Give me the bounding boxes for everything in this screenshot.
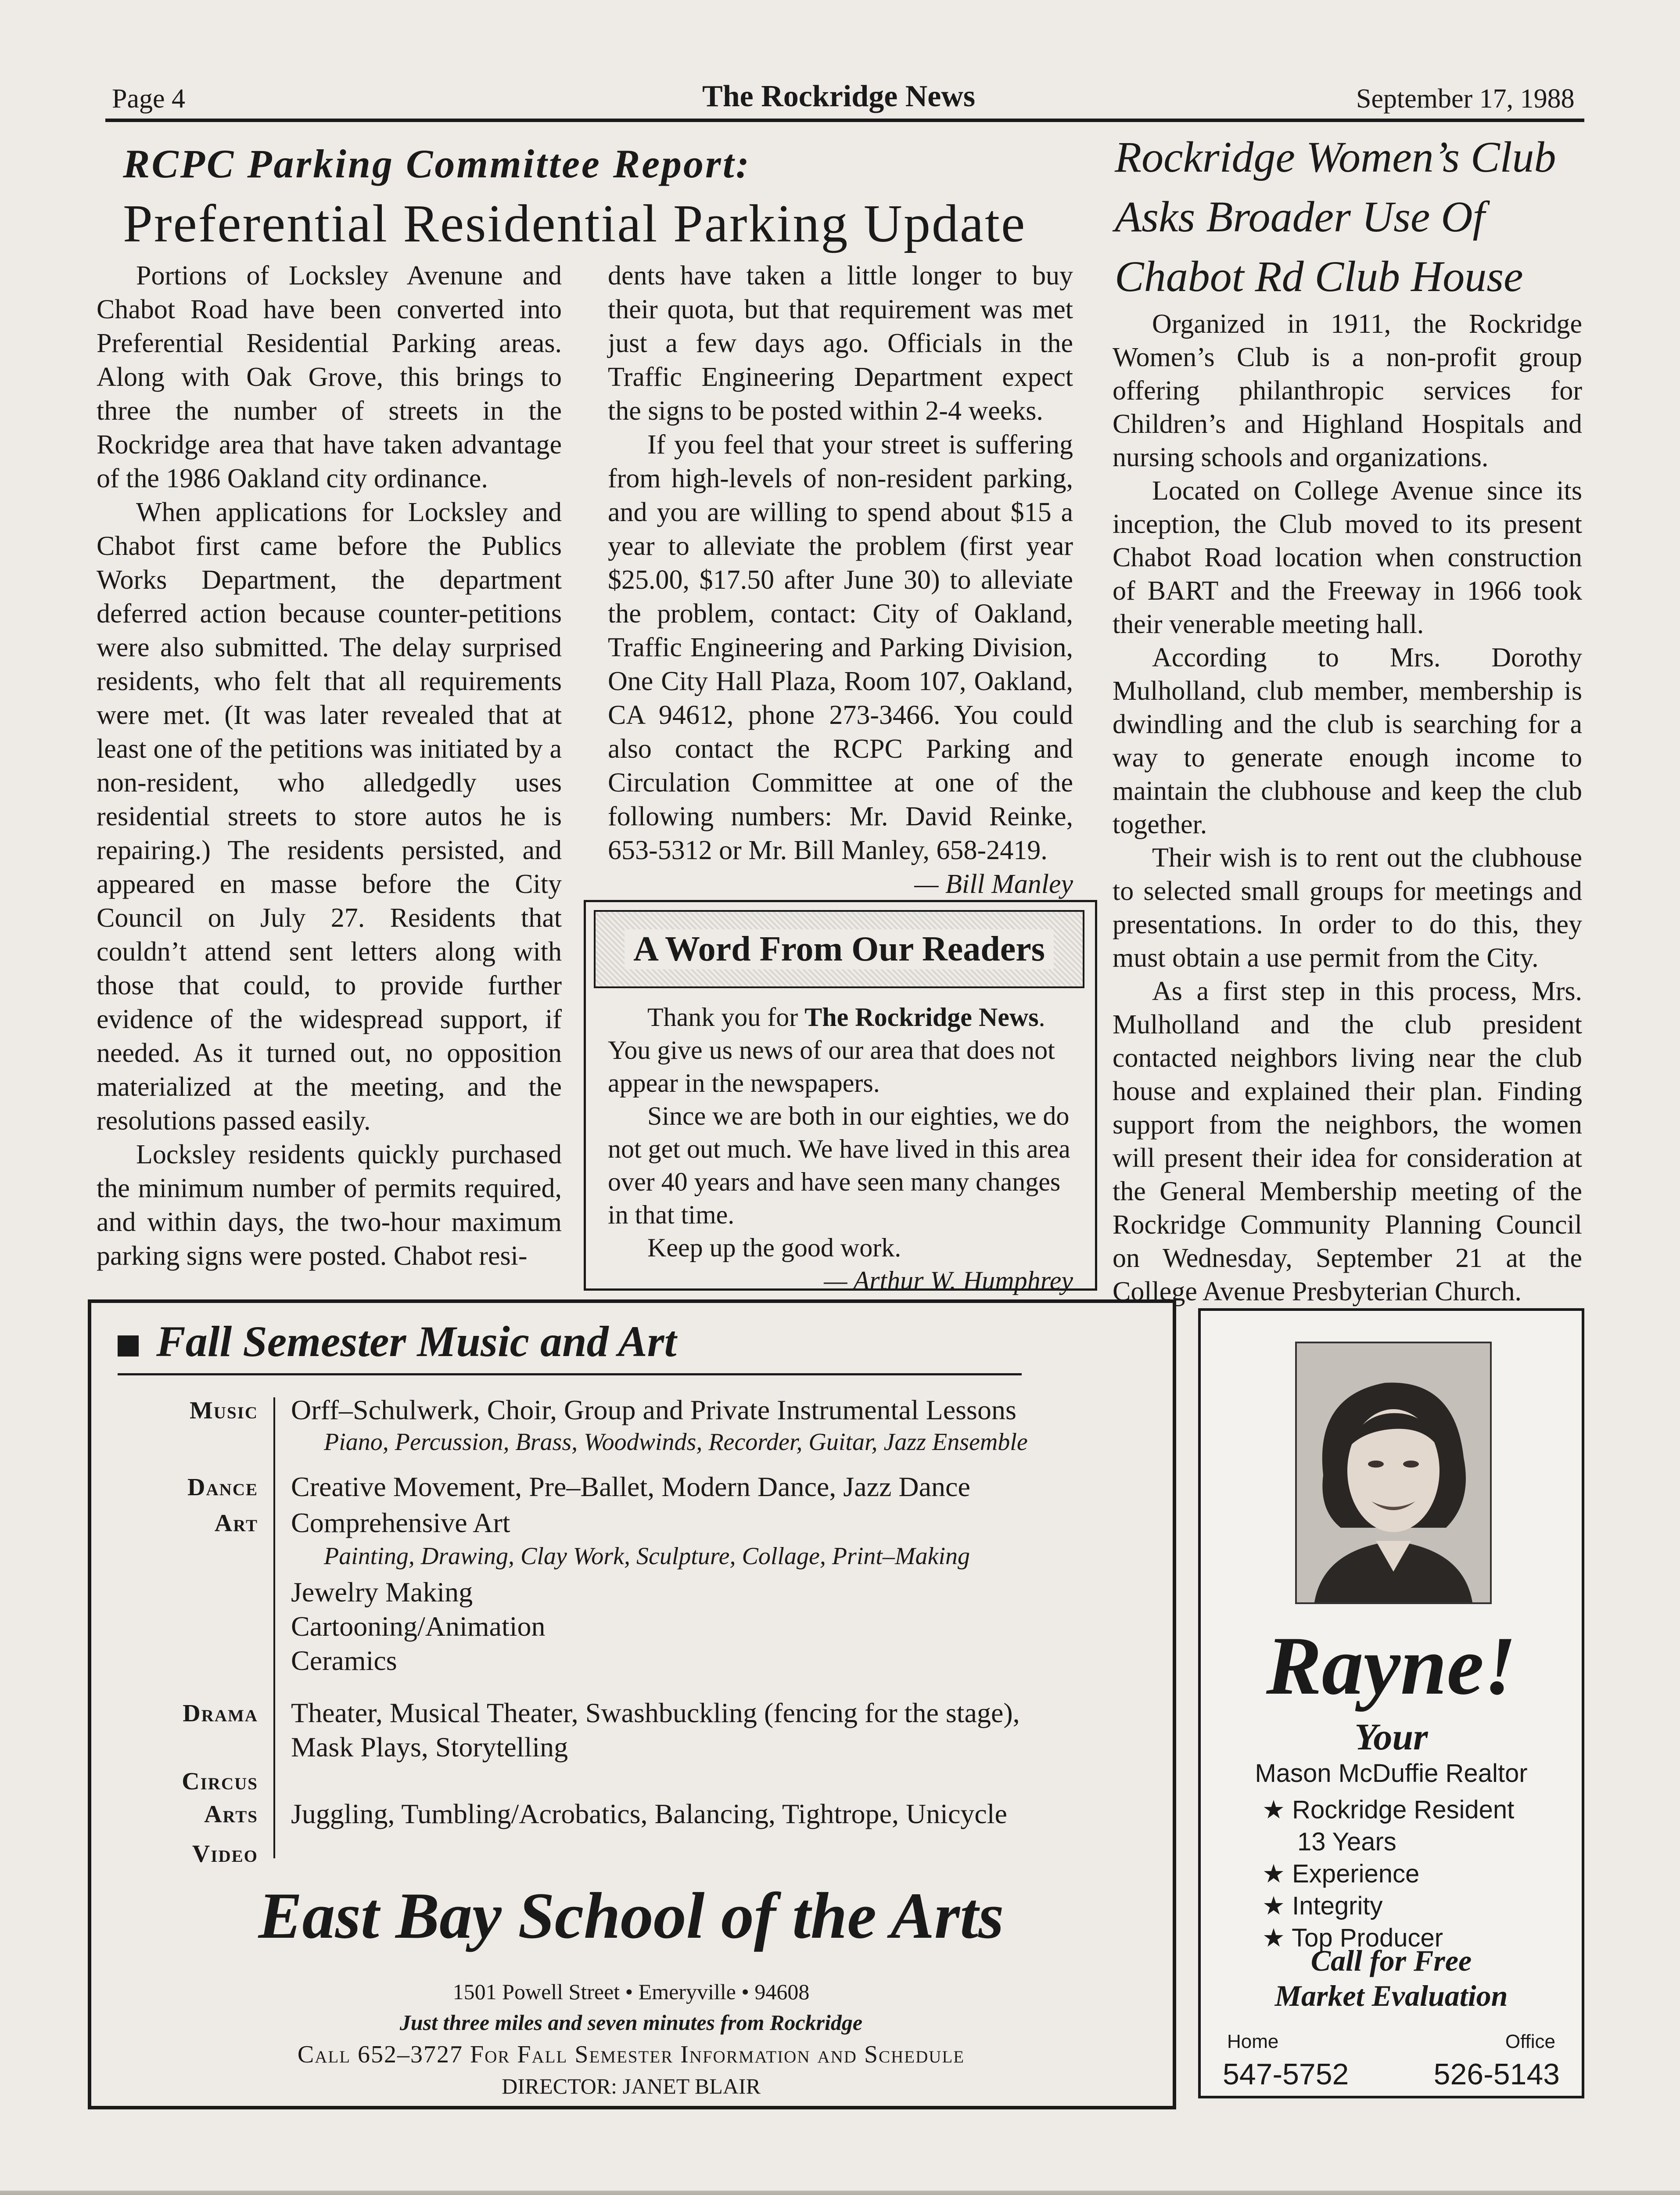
ad-title-rule (118, 1373, 1022, 1375)
square-bullet-icon (118, 1335, 139, 1357)
school-call: Call 652–3727 For Fall Semester Information and Schedule (297, 2041, 965, 2068)
label-dance: Dance (187, 1474, 258, 1501)
circus-courses: Juggling, Tumbling/Acrobatics, Balancing, Tightrope, Unicycle (291, 1798, 1007, 1829)
label-music: Music (189, 1397, 258, 1424)
ad-column-rule (273, 1397, 275, 1858)
qualification-item: ★ Experience (1262, 1860, 1420, 1888)
star-icon: ★ (1262, 1924, 1292, 1952)
art-item: Jewelry Making (291, 1576, 473, 1608)
parking-headline: Preferential Residential Parking Update (123, 194, 1027, 253)
womens-club-column (1113, 307, 1582, 1308)
letter-paper-name: The Rockridge News (804, 1003, 1039, 1032)
school-director: DIRECTOR: JANET BLAIR (502, 2074, 761, 2098)
letter-text: Thank you for (647, 1003, 805, 1032)
parking-column-1 (97, 259, 562, 1273)
realtor-portrait-photo (1295, 1342, 1492, 1604)
qualification-item: 13 Years (1297, 1828, 1396, 1856)
issue-date: September 17, 1988 (1356, 84, 1575, 114)
music-instruments: Piano, Percussion, Brass, Woodwinds, Recorder, Guitar, Jazz Ensemble (324, 1429, 1028, 1456)
parking-paragraph: If you feel that your street is suffering from high-levels of non-resident parking, and you are willing to spend about $15 a year to alleviate the problem (first year $25.00, $17.50 after June 30) to alleviate the problem, contact: City of Oakland, Traffic Engineering and Parking Division, One City Hall Plaza, Room 107, Oakland, CA 94612, phone 273-3466. You could also contact the RCPC Parking and Circulation Committee at one of the following numbers: Mr. David Reinke, 653-5312 or Mr. Bill Manley, 658-2419. (608, 430, 1073, 865)
parking-kicker: RCPC Parking Committee Report: (123, 141, 751, 186)
realtor-name: Rayne! (1266, 1620, 1516, 1712)
office-phone-label: Office (1505, 2031, 1555, 2052)
realtor-company: Mason McDuffie Realtor (1255, 1759, 1528, 1788)
readers-title: A Word From Our Readers (625, 929, 1054, 969)
club-paragraph: As a first step in this process, Mrs. Mulholland and the club president contacted neighbors living near the club house and explained their plan. Finding support from the neighbors, the women will present their idea for consideration at the General Membership meeting of the Rockridge Community Planning Council on Wednesday, September 21 at the College Avenue Presbyterian Church. (1113, 976, 1582, 1306)
drama-courses: Theater, Musical Theater, Swashbuckling (fencing for the stage), (291, 1697, 1020, 1728)
office-phone: 526-5143 (1433, 2058, 1560, 2091)
school-address: 1501 Powell Street • Emeryville • 94608 (452, 1979, 810, 2004)
club-paragraph: According to Mrs. Dorothy Mulholland, club member, membership is dwindling and the club is searching for a way to generate enough income to maintain the clubhouse and keep the club together. (1113, 643, 1582, 839)
club-paragraph: Organized in 1911, the Rockridge Women’s Club is a non-profit group offering philanthropic services for Children’s and Highland Hospitals and nursing schools and organizations. (1113, 309, 1582, 472)
letter-text: . You give us news of our area that does not appear in the newspapers. (608, 1003, 1055, 1098)
drama-courses-2: Mask Plays, Storytelling (291, 1731, 568, 1763)
qualification-item: ★ Integrity (1262, 1892, 1383, 1920)
club-paragraph: Located on College Avenue since its inception, the Club moved to its present Chabot Road location when construction of BART and the Freeway in 1966 took their venerable meeting hall. (1113, 476, 1582, 639)
newspaper-name: The Rockridge News (702, 79, 976, 113)
school-name: East Bay School of the Arts (258, 1879, 1004, 1952)
portrait-illustration (1297, 1343, 1490, 1602)
music-courses: Orff–Schulwerk, Choir, Group and Private Instrumental Lessons (291, 1394, 1016, 1425)
parking-column-2 (608, 259, 1073, 901)
parking-paragraph: Locksley residents quickly purchased the minimum number of permits required, and within days, the two-hour maximum parking signs were posted. Chabot resi- (97, 1140, 562, 1271)
label-arts: Arts (204, 1801, 258, 1828)
readers-box (584, 900, 1097, 1295)
ad-title (118, 1316, 676, 1367)
home-phone: 547-5752 (1223, 2058, 1349, 2091)
page-number: Page 4 (112, 84, 186, 114)
letter-signature: — Arthur W. Humphrey (824, 1266, 1073, 1295)
star-icon: ★ (1262, 1860, 1292, 1888)
womens-club-headline: Rockridge Women’s Club Asks Broader Use Of Chabot Rd Club House (1115, 133, 1556, 301)
art-item: Ceramics (291, 1645, 397, 1676)
qualification-item: ★ Top Producer (1262, 1924, 1443, 1952)
readers-letter (608, 1001, 1073, 1297)
school-tagline: Just three miles and seven minutes from Rockridge (399, 2010, 863, 2035)
callout-line-1: Call for Free (1310, 1944, 1472, 1977)
ad-title-text: Fall Semester Music and Art (156, 1317, 677, 1366)
letter-paragraph: Keep up the good work. (647, 1233, 901, 1262)
dance-courses: Creative Movement, Pre–Ballet, Modern Dance, Jazz Dance (291, 1471, 970, 1502)
qualification-item: ★ Rockridge Resident (1262, 1796, 1515, 1824)
art-media: Painting, Drawing, Clay Work, Sculpture, Collage, Print–Making (324, 1543, 970, 1570)
realtor-advertisement (1198, 1308, 1584, 2098)
art-courses: Comprehensive Art (291, 1507, 510, 1538)
realtor-your: Your (1354, 1716, 1428, 1758)
parking-paragraph: When applications for Locksley and Chabot first came before the Publics Works Department, the department deferred action because counter-petitions were also submitted. The delay surprised residents, who felt that all requirements were met. (It was later revealed that at least one of the petitions was initiated by a non-resident, who alledgedly uses residential streets to store autos he is repairing.) The residents persisted, and appeared en masse before the City Council on July 27. Residents that couldn’t attend sent letters along with those that could, to provide further evidence of the widespread support, if needed. As it turned out, no opposition materialized at the meeting, and the resolutions passed easily. (97, 497, 562, 1136)
header-rule (105, 119, 1584, 122)
callout-line-2: Market Evaluation (1274, 1979, 1508, 2012)
star-icon: ★ (1262, 1892, 1292, 1920)
readers-title-banner (594, 910, 1084, 988)
letter-paragraph: Since we are both in our eighties, we do not get out much. We have lived in this area over 40 years and have seen many changes in that time. (608, 1101, 1070, 1229)
parking-signature: — Bill Manley (914, 869, 1073, 899)
realtor-callout (1201, 1943, 1582, 2013)
page-bottom-edge (0, 2191, 1680, 2195)
parking-paragraph: Portions of Locksley Avenune and Chabot Road have been converted into Preferential Residential Parking areas. Along with Oak Grove, this brings to three the number of streets in the Rockridge area that have taken advantage of the 1986 Oakland city ordinance. (97, 261, 562, 493)
home-phone-label: Home (1227, 2031, 1279, 2052)
art-item: Cartooning/Animation (291, 1611, 546, 1642)
label-drama: Drama (183, 1700, 258, 1727)
label-circus: Circus (182, 1768, 258, 1795)
label-video: Video (192, 1840, 258, 1868)
star-icon: ★ (1262, 1796, 1292, 1824)
realtor-qualifications (1262, 1794, 1514, 1954)
label-art: Art (214, 1510, 258, 1537)
school-advertisement (88, 1299, 1176, 2109)
parking-paragraph: dents have taken a little longer to buy their quota, but that requirement was met just a few days ago. Officials in the Traffic Engineering Department expect the signs to be posted within 2-4 weeks. (608, 261, 1073, 426)
club-paragraph: Their wish is to rent out the clubhouse to selected small groups for meetings and presentations. In order to do this, they must obtain a use permit from the City. (1113, 843, 1582, 973)
